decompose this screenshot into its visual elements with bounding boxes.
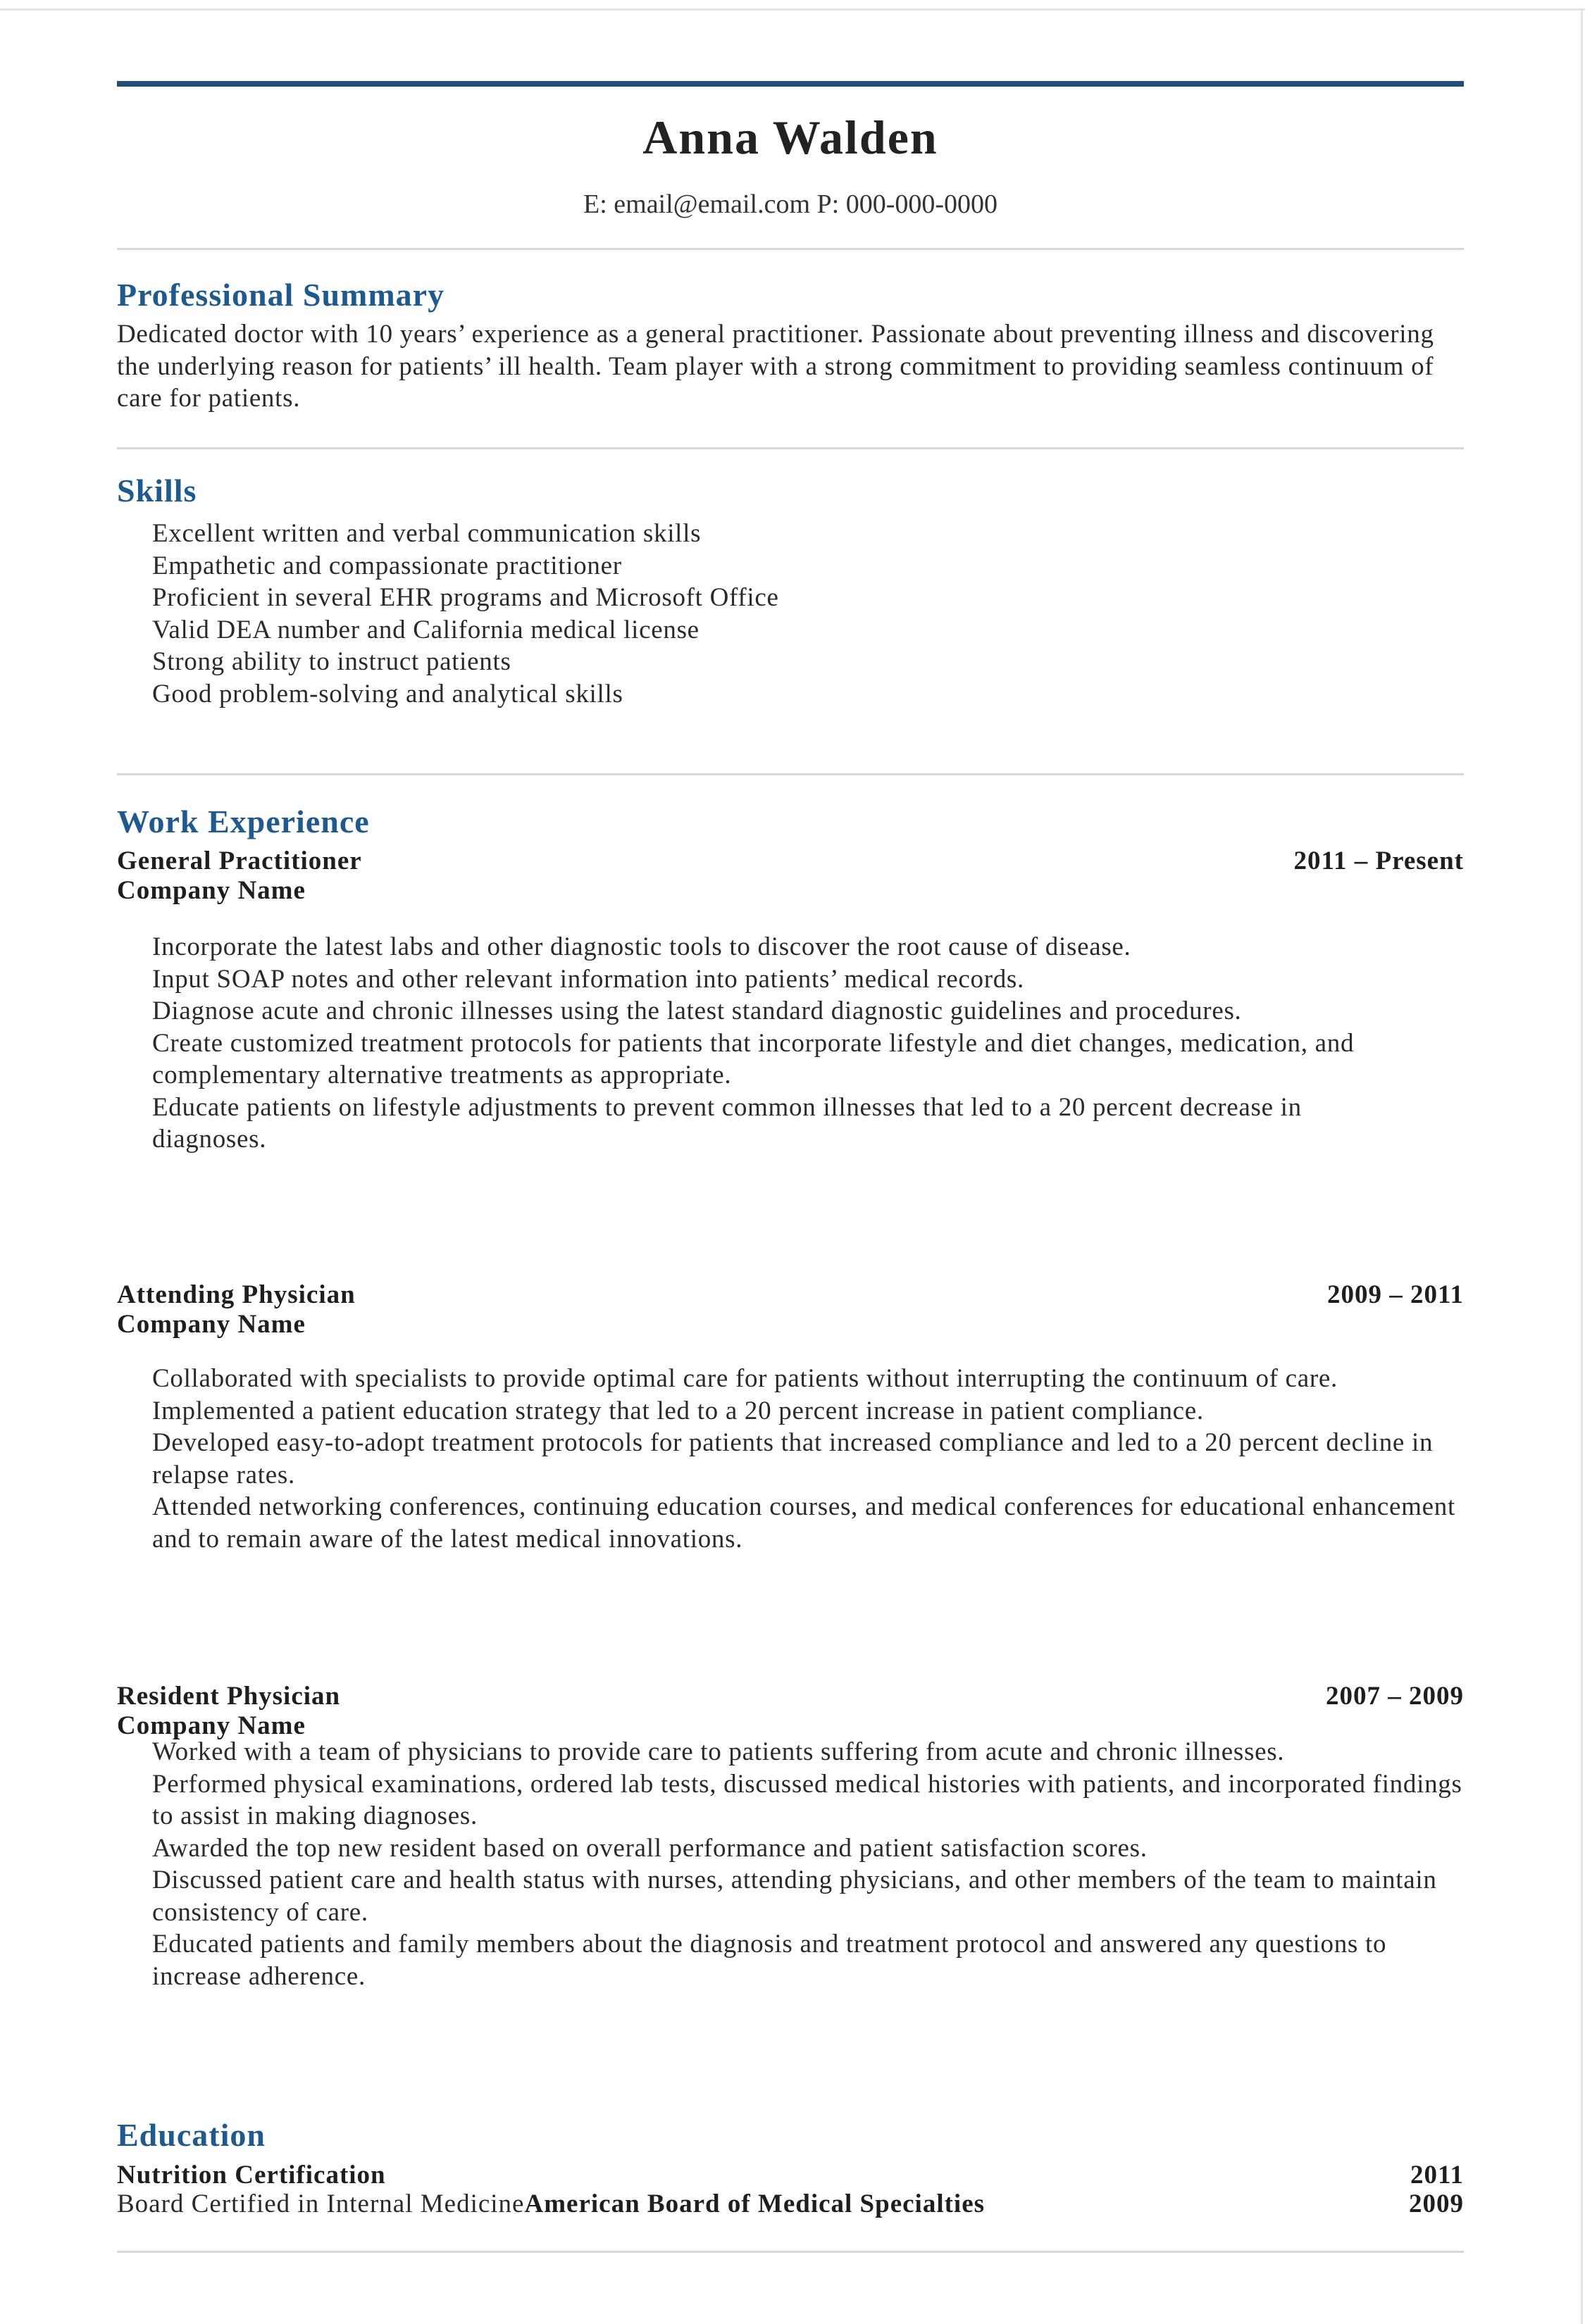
summary-text: Dedicated doctor with 10 years’ experience as a general practitioner. Passionate about preventing illness and discovering the underlying reason for patients’ ill health. Team player with a strong commitment to providing seamless continuum of care for patients. [117, 320, 1434, 413]
job-bullets [152, 1363, 1464, 1555]
job-header [117, 1280, 1464, 1310]
page-top-edge [0, 8, 1585, 11]
education-entry [117, 2161, 1464, 2190]
education-institution: American Board of Medical Specialties [524, 2189, 986, 2218]
page-right-edge [1581, 8, 1583, 2324]
job-bullet: Discussed patient care and health status with nurses, attending physicians, and other members of the team to maintain consistency of care. [152, 1866, 1437, 1927]
job-bullet: Performed physical examinations, ordered lab tests, discussed medical histories with patients, and incorporated findings to assist in making diagnoses. [152, 1769, 1462, 1830]
divider [117, 773, 1464, 775]
skills-list [152, 518, 1464, 710]
job-header [117, 846, 1464, 876]
job-dates: 2011 – Present [1293, 846, 1464, 875]
job-bullet: Collaborated with specialists to provide optimal care for patients without interrupting the continuum of care. [152, 1364, 1338, 1393]
job-bullet: Worked with a team of physicians to provide care to patients suffering from acute and chronic illnesses. [152, 1737, 1285, 1766]
skill-item: Good problem-solving and analytical skills [152, 679, 623, 708]
skill-item: Proficient in several EHR programs and Microsoft Office [152, 583, 779, 612]
skill-item: Excellent written and verbal communication skills [152, 519, 702, 548]
job-dates: 2009 – 2011 [1327, 1280, 1464, 1309]
divider [117, 248, 1464, 250]
job-bullet: Educate patients on lifestyle adjustments to prevent common illnesses that led to a 20 percent decrease in diagnoses. [152, 1092, 1302, 1154]
divider [117, 447, 1464, 449]
job-dates: 2007 – 2009 [1326, 1682, 1464, 1711]
education-name: Nutrition Certification [117, 2161, 386, 2189]
skill-item: Strong ability to instruct patients [152, 647, 511, 676]
company-name: Company Name [117, 1711, 306, 1740]
job-title: Attending Physician [117, 1280, 356, 1309]
job-bullet: Attended networking conferences, continuing education courses, and medical conferences for educational enhancement and to remain aware of the latest medical innovations. [152, 1492, 1455, 1554]
job-bullet: Create customized treatment protocols for patients that incorporate lifestyle and diet changes, medication, and complementary alternative treatments as appropriate. [152, 1028, 1355, 1089]
education-entry [117, 2189, 1464, 2219]
divider [117, 2251, 1464, 2253]
job-bullet: Developed easy-to-adopt treatment protocols for patients that increased compliance and led to a 20 percent decline in relapse rates. [152, 1428, 1434, 1489]
company-name: Company Name [117, 876, 306, 905]
job-bullet: Input SOAP notes and other relevant information into patients’ medical records. [152, 964, 1024, 994]
skill-item: Empathetic and compassionate practitioner [152, 551, 622, 580]
skill-item: Valid DEA number and California medical license [152, 615, 700, 644]
job-bullet: Diagnose acute and chronic illnesses using the latest standard diagnostic guidelines and procedures. [152, 997, 1242, 1025]
experience-heading: Work Experience [117, 804, 370, 839]
summary-heading: Professional Summary [117, 277, 445, 313]
job-bullet: Awarded the top new resident based on overall performance and patient satisfaction scores. [152, 1833, 1148, 1863]
candidate-name: Anna Walden [642, 111, 938, 164]
job-title: Resident Physician [117, 1682, 341, 1711]
job-bullet: Educated patients and family members about the diagnosis and treatment protocol and answered any questions to increase adherence. [152, 1930, 1387, 1991]
job-bullets [152, 1736, 1464, 1992]
skills-heading: Skills [117, 473, 197, 508]
contact-info: E: email@email.com P: 000-000-0000 [583, 189, 997, 219]
job-title: General Practitioner [117, 846, 362, 875]
education-name: Board Certified in Internal Medicine [117, 2189, 525, 2218]
header-accent-rule [117, 81, 1464, 87]
job-header [117, 1682, 1464, 1711]
job-bullet: Incorporate the latest labs and other diagnostic tools to discover the root cause of disease. [152, 932, 1131, 961]
education-heading: Education [117, 2117, 266, 2153]
job-bullet: Implemented a patient education strategy that led to a 20 percent increase in patient compliance. [152, 1396, 1204, 1425]
job-bullets [152, 931, 1420, 1156]
education-year: 2011 [1410, 2161, 1464, 2189]
company-name: Company Name [117, 1310, 306, 1339]
education-year: 2009 [1409, 2189, 1464, 2218]
